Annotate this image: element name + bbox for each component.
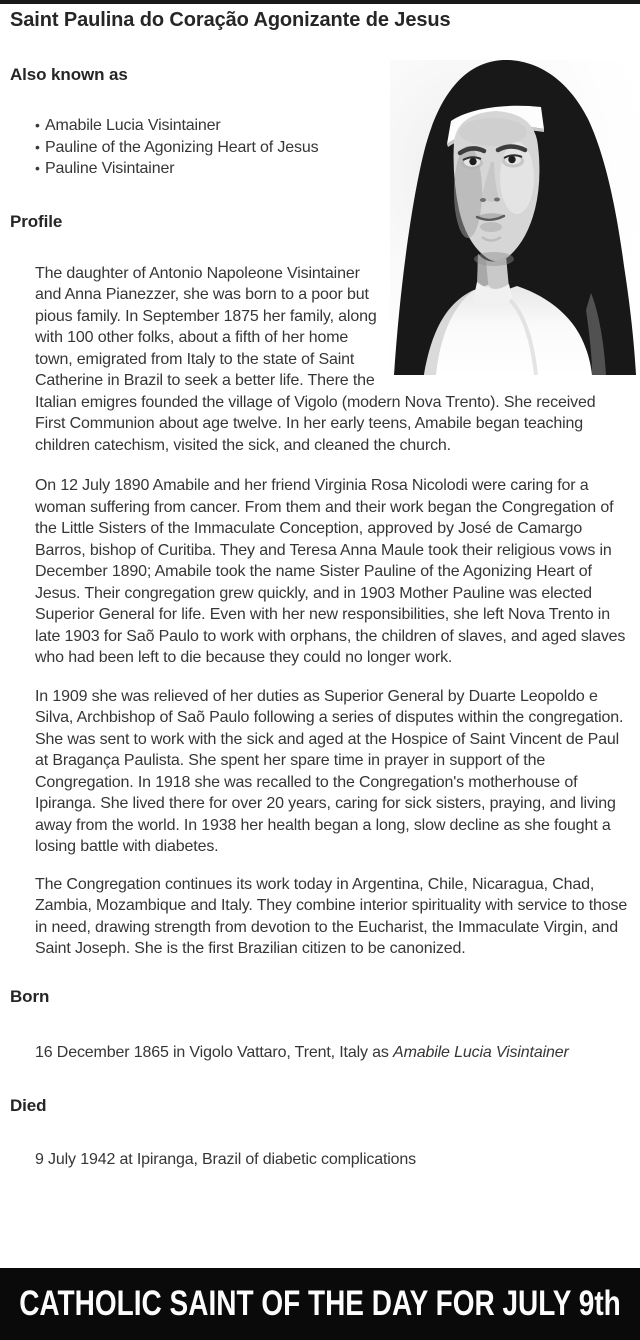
paragraph-text: The Congregation continues its work today in Argentina, Chile, Nicaragua, Chad, Zambia, Mozambique and Italy. They combine interior spirituality with service to those in need, drawing strength from devotion to the Eucharist, the Immaculate Virgin, and Saint Joseph. She is the first Brazilian citizen to be canonized. xyxy=(35,875,628,957)
page-title: Saint Paulina do Coração Agonizante de Jesus xyxy=(10,9,451,31)
aka-name: Amabile Lucia Visintainer xyxy=(45,117,221,134)
paragraph-text: The daughter of Antonio Napoleone Visintainer and Anna Pianezzer, she was born to a poor but pious family. In September 1875 her family, along with 100 other folks, about a fifth of her home town, emigrated from Italy to the state of Saint Catherine in Brazil to seek a better life. There the Italian emigres founded the village of Vigolo (modern Nova Trento). She received First Communion about age twelve. In her early teens, Amabile began teaching children catechism, visited the sick, and cleaned the church. xyxy=(35,264,596,454)
section-heading-profile: Profile xyxy=(10,211,63,231)
footer-banner xyxy=(0,1268,640,1340)
born-birth-name: Amabile Lucia Visintainer xyxy=(393,1043,569,1061)
top-divider-bar xyxy=(0,0,640,4)
section-heading-died: Died xyxy=(10,1096,47,1115)
paragraph-text: In 1909 she was relieved of her duties as Superior General by Duarte Leopoldo e Silva, Archbishop of Saõ Paulo following a series of disputes within the congregation. She was sent to work with the sick and aged at the Hospice of Saint Vincent de Paul at Bragança Paulista. She spent her spare time in prayer in support of the Congregation. In 1918 she was recalled to the Congregation's motherhouse of Ipiranga. She lived there for over 20 years, caring for sick sisters, praying, and living away from the world. In 1938 her health began a long, slow decline as she fought a losing battle with diabetes. xyxy=(35,687,624,855)
born-detail xyxy=(35,1042,630,1064)
born-date-place: 16 December 1865 in Vigolo Vattaro, Trent, Italy as xyxy=(35,1043,394,1061)
died-detail: 9 July 1942 at Ipiranga, Brazil of diabetic complications xyxy=(35,1151,416,1168)
footer-banner-text: CATHOLIC SAINT OF THE DAY FOR JULY 9th xyxy=(19,1284,621,1323)
profile-paragraph-3 xyxy=(35,686,630,858)
profile-paragraph-2 xyxy=(35,475,630,669)
saint-paulina-portrait-photo xyxy=(390,60,640,375)
profile-paragraph-4 xyxy=(35,874,630,960)
section-heading-also-known-as: Also known as xyxy=(10,65,128,84)
section-heading-born: Born xyxy=(10,986,50,1006)
aka-name: Pauline of the Agonizing Heart of Jesus xyxy=(45,138,319,156)
bullet-icon: • xyxy=(35,138,40,155)
paragraph-text: On 12 July 1890 Amabile and her friend Virginia Rosa Nicolodi were caring for a woman suffering from cancer. From them and their work began the Congregation of the Little Sisters of the Immaculate Conception, approved by José de Camargo Barros, bishop of Curitiba. They and Teresa Anna Maule took their religious vows in December 1890; Amabile took the name Sister Pauline of the Agonizing Heart of Jesus. Their congregation grew quickly, and in 1903 Mother Pauline was elected Superior General for life. Even with her new responsibilities, she left Nova Trento in late 1903 for Saõ Paulo to work with orphans, the children of slaves, and aged slaves who had been left to die because they could no longer work. xyxy=(35,477,626,666)
bullet-icon: • xyxy=(35,160,40,176)
bullet-icon: • xyxy=(35,117,40,133)
aka-name: Pauline Visintainer xyxy=(45,160,175,177)
